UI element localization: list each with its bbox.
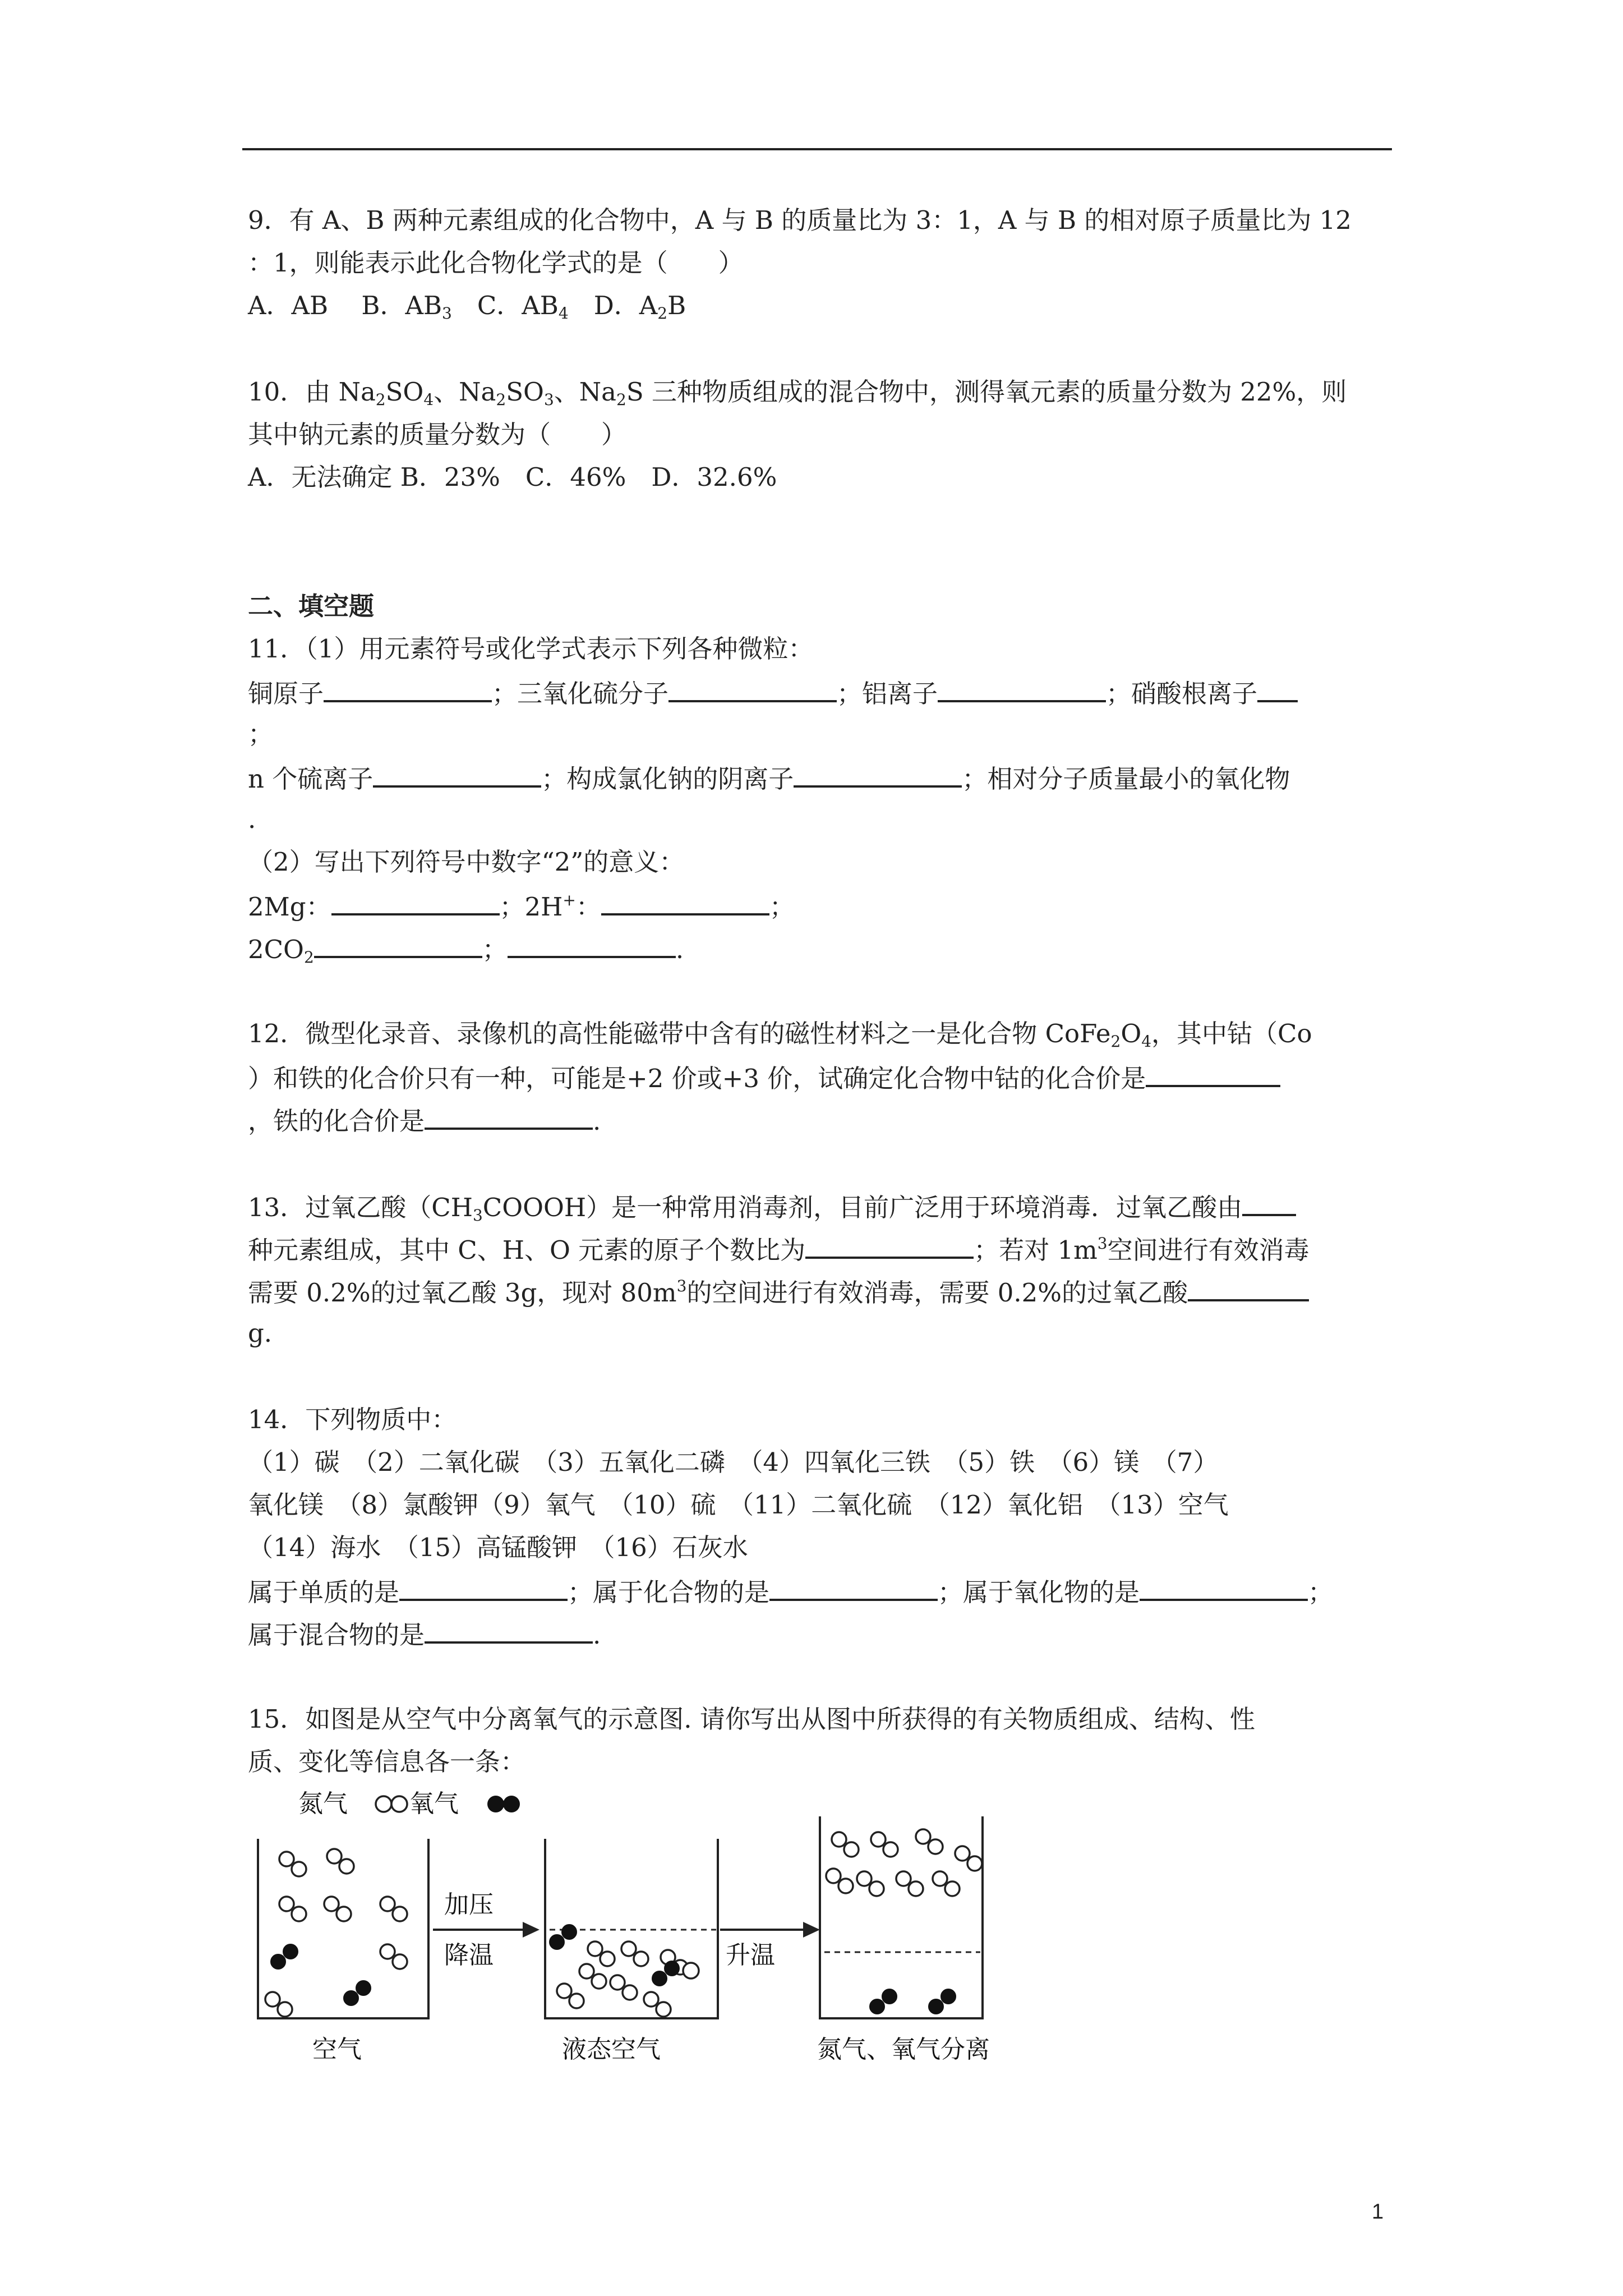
legend-oxygen-icon bbox=[487, 1796, 520, 1812]
legend-nitrogen-icon bbox=[376, 1796, 407, 1812]
arrow-heat-head bbox=[803, 1922, 820, 1938]
q11-line7: 2Mg： ；2H+： ； bbox=[248, 891, 795, 922]
air-molecules bbox=[265, 1849, 407, 2017]
arrow-compress-head bbox=[523, 1922, 540, 1938]
separated-oxygen-molecules bbox=[870, 1989, 956, 2014]
label-air: 空气 bbox=[312, 2035, 362, 2064]
q9-line2: ：1，则能表示此化合物化学式的是（ ） bbox=[248, 248, 744, 278]
q9-line1: 9．有 A、B 两种元素组成的化合物中，A 与 B 的质量比为 3：1，A 与 B 的相对原子质量比为 12 bbox=[248, 205, 1352, 235]
liquid-air-molecules bbox=[550, 1925, 699, 2017]
header-rule bbox=[242, 148, 1392, 150]
label-separated: 氮气、氧气分离 bbox=[817, 2035, 990, 2064]
air-separation-figure bbox=[242, 1783, 994, 2066]
q11-line6: （2）写出下列符号中数字“2”的意义： bbox=[248, 847, 685, 877]
q14-line2: （1）碳 （2）二氧化碳 （3）五氧化二磷 （4）四氧化三铁 （5）铁 （6）镁 （7） bbox=[248, 1447, 1219, 1477]
arrow2-label: 升温 bbox=[726, 1941, 775, 1970]
q10-line1: 10．由 $Na_2SO_4$、$Na_2SO_3$、$Na_2S$ 三种物质组成的混合物中，测得氧元素的质量分数为 22%，则 bbox=[248, 377, 1347, 409]
q14-line5: 属于单质的是 ；属于化合物的是 ；属于氧化物的是 ； bbox=[248, 1577, 1334, 1607]
q13-line4: g. bbox=[248, 1318, 273, 1348]
q11-line4: n 个硫离子 ；构成氯化钠的阴离子 ；相对分子质量最小的氧化物 bbox=[248, 764, 1290, 794]
q15-line2: 质、变化等信息各一条： bbox=[248, 1747, 526, 1777]
q13-line2: 种元素组成，其中 C、H、O 元素的原子个数比为 ；若对 $1m^3$空间进行有效消毒 bbox=[248, 1234, 1310, 1265]
q9-options: A．AB B．$AB_3$ C．$AB_4$ D．$A_2B$ bbox=[248, 291, 686, 323]
q14-line3: 氧化镁 （8）氯酸钾（9）氧气 （10）硫 （11）二氧化硫 （12）氧化铝 （13）空气 bbox=[248, 1490, 1229, 1520]
separated-nitrogen-molecules bbox=[826, 1829, 982, 1896]
q12-line2: ）和铁的化合价只有一种，可能是+2 价或+3 价，试确定化合物中钴的化合价是 bbox=[248, 1064, 1280, 1091]
q12-line1: 12．微型化录音、录像机的高性能磁带中含有的磁性材料之一是化合物 $CoFe_2O_4$，其中钴（Co bbox=[248, 1019, 1312, 1051]
q10-options: A．无法确定 B．23% C．46% D．32.6% bbox=[248, 462, 777, 492]
q12-line3: ，铁的化合价是 . bbox=[248, 1106, 601, 1136]
q13-line1: 13．过氧乙酸$(CH_3COOOH)$是一种常用消毒剂，目前广泛用于环境消毒．过氧乙酸由 bbox=[248, 1193, 1296, 1220]
q10-line2: 其中钠元素的质量分数为（ ） bbox=[248, 420, 627, 449]
section-title: 二、填空题 bbox=[248, 591, 375, 621]
q11-line5: . bbox=[248, 804, 256, 834]
legend-oxygen-label: 氧气 bbox=[409, 1789, 459, 1818]
q11-line8: $2CO_2$ ； . bbox=[248, 935, 684, 967]
legend-nitrogen-label: 氮气 bbox=[298, 1789, 348, 1818]
arrow1-label-bottom: 降温 bbox=[444, 1941, 494, 1970]
label-liquid-air: 液态空气 bbox=[562, 2035, 661, 2064]
q15-line1: 15．如图是从空气中分离氧气的示意图. 请你写出从图中所获得的有关物质组成、结构、性 bbox=[248, 1704, 1255, 1734]
q14-line4: （14）海水 （15）高锰酸钾 （16）石灰水 bbox=[248, 1533, 748, 1562]
page-number: 1 bbox=[1372, 2200, 1384, 2224]
q14-line6: 属于混合物的是 . bbox=[248, 1620, 601, 1650]
q11-line2: 铜原子 ；三氧化硫分子 ；铝离子 ；硝酸根离子 bbox=[248, 679, 1298, 706]
arrow1-label-top: 加压 bbox=[444, 1890, 494, 1919]
q13-line3: 需要 0.2%的过氧乙酸 3g，现对 $80m^3$的空间进行有效消毒，需要 0.2%的过氧乙酸 bbox=[248, 1278, 1309, 1305]
q11-line1: 11．（1）用元素符号或化学式表示下列各种微粒： bbox=[248, 634, 814, 664]
q14-line1: 14．下列物质中： bbox=[248, 1405, 457, 1434]
q11-line3: ； bbox=[248, 719, 274, 749]
